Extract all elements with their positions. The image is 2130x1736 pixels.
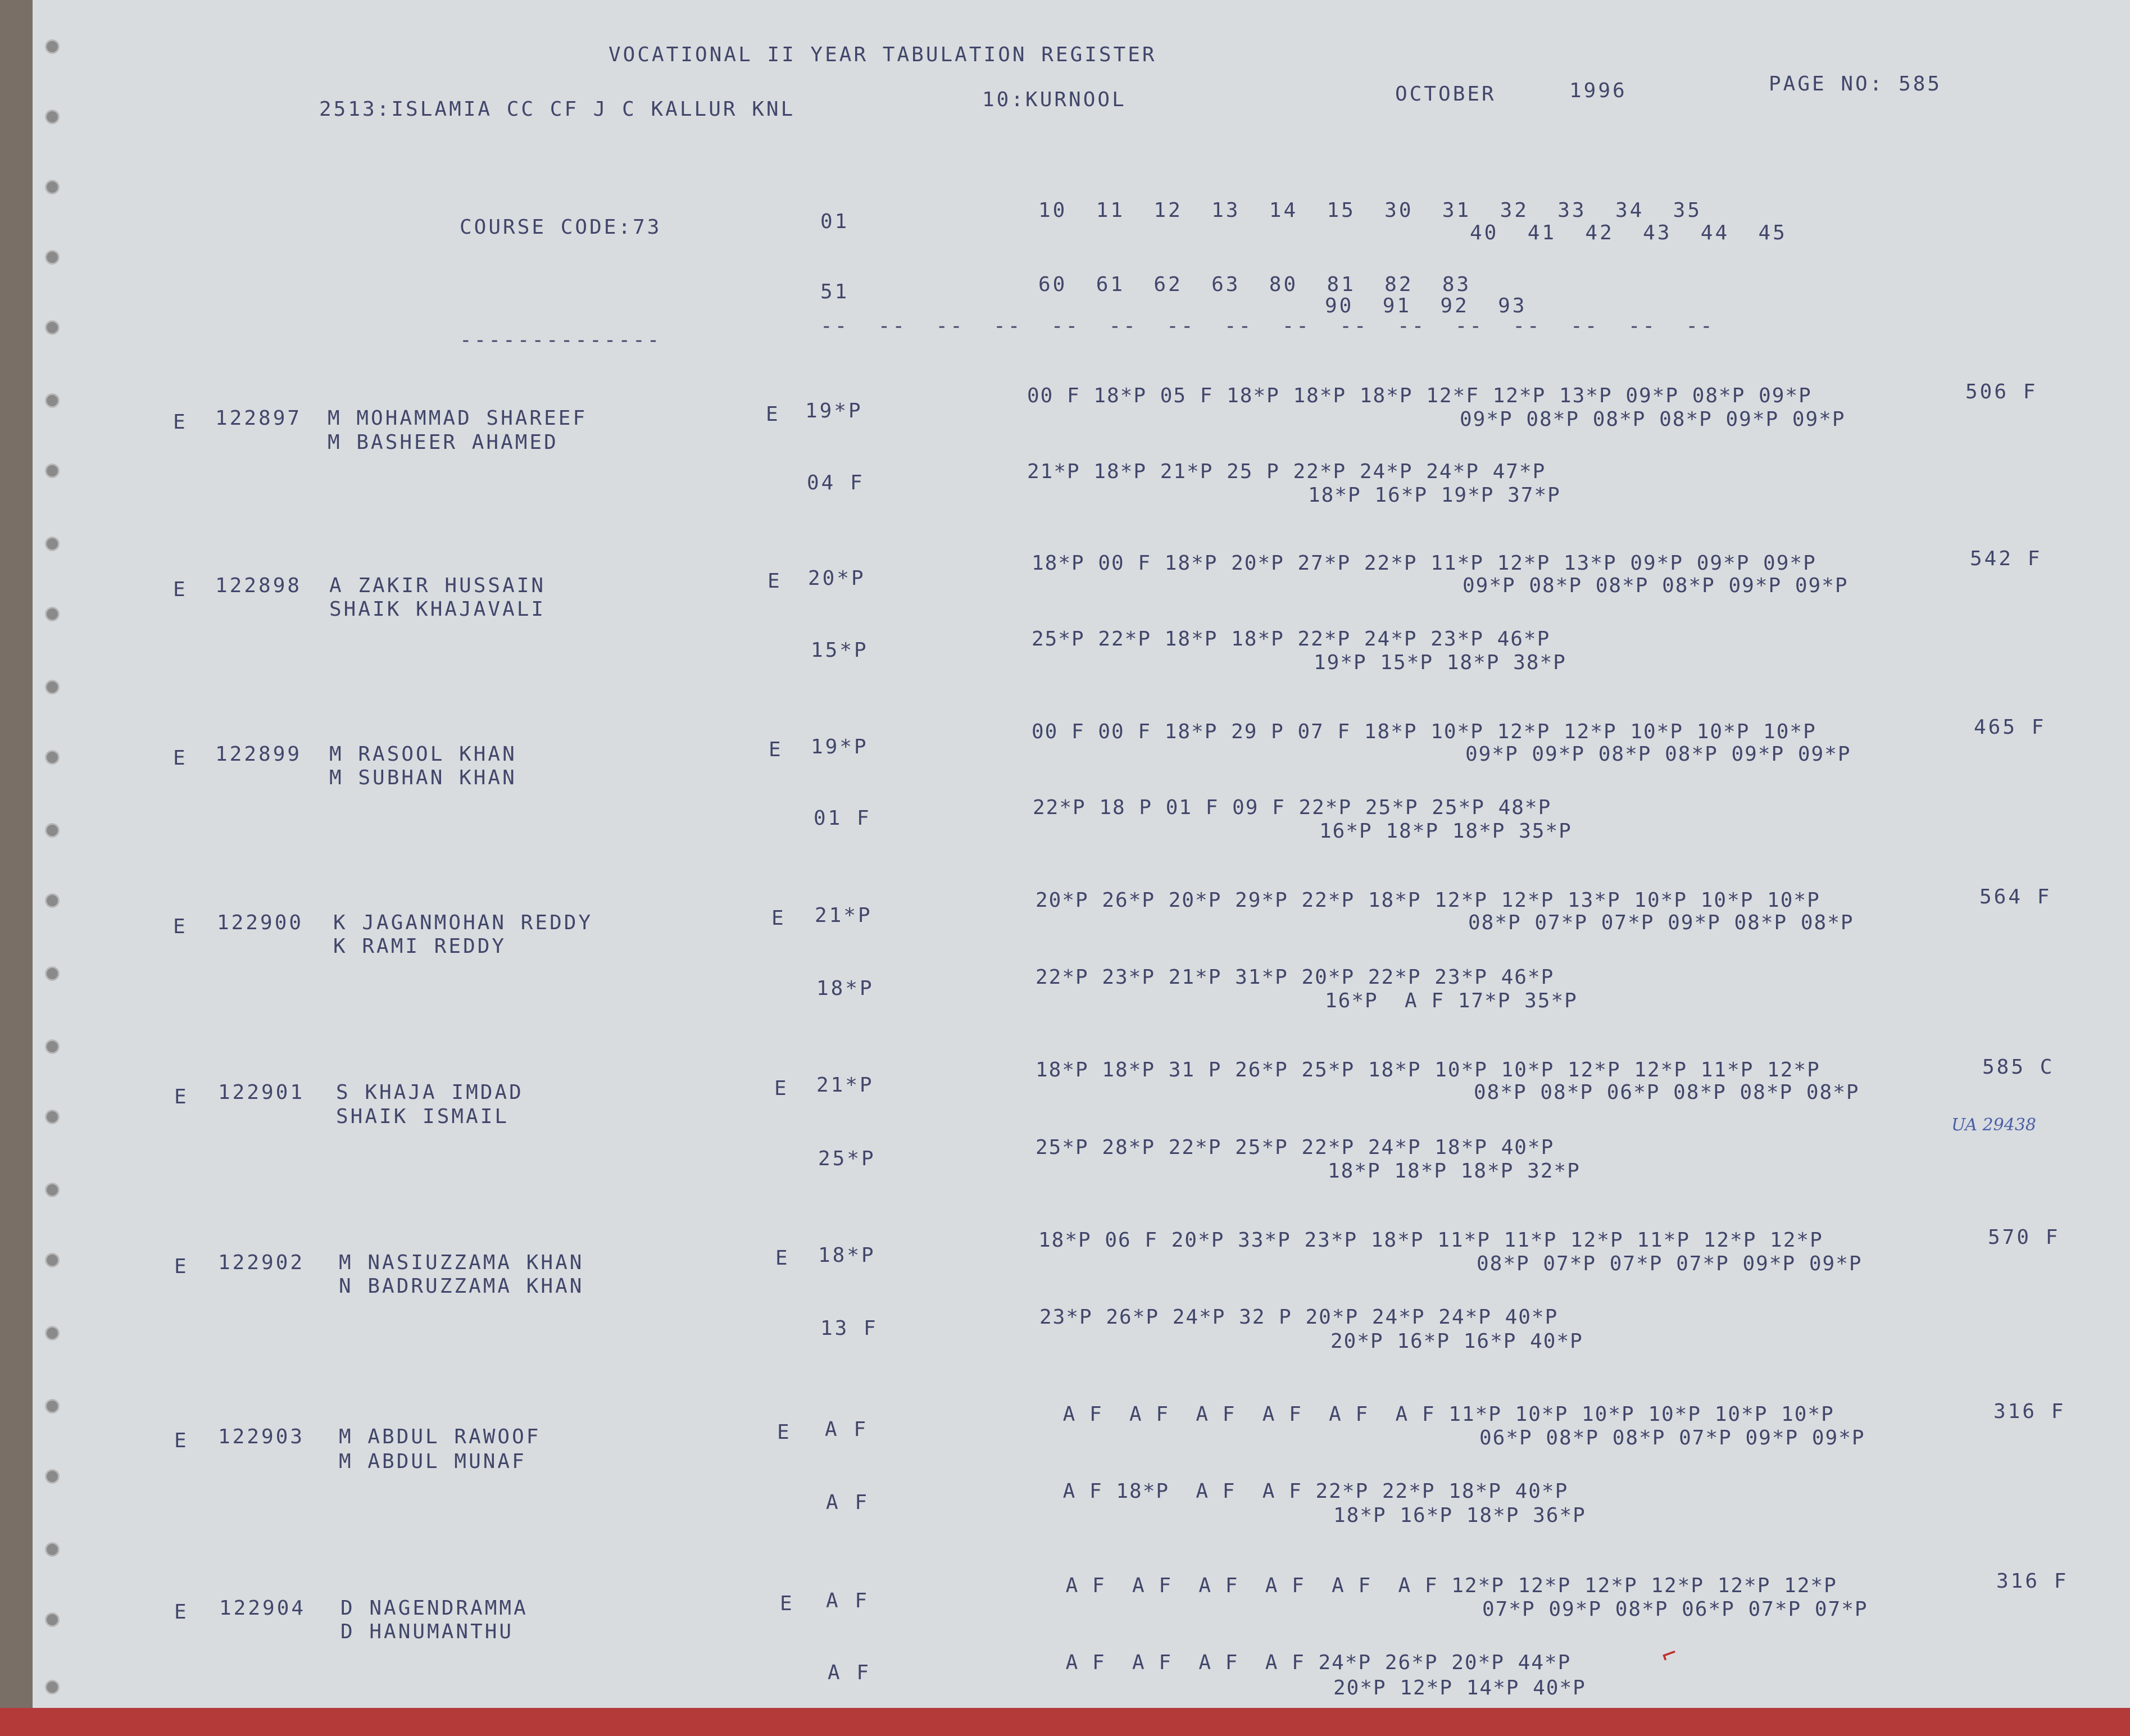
reg-number: 122903 xyxy=(218,1425,305,1448)
part2-mark: 25*P xyxy=(818,1147,876,1170)
course-code: COURSE CODE:73 xyxy=(460,216,662,239)
student-name: M RASOOL KHAN xyxy=(329,743,517,766)
binder-hole-icon xyxy=(45,1612,60,1627)
binder-hole-icon xyxy=(45,1469,60,1484)
exam-year: 1996 xyxy=(1569,79,1627,102)
marks-row2: 22*P 23*P 21*P 31*P 20*P 22*P 23*P 46*P xyxy=(1036,966,1555,989)
binder-hole-icon xyxy=(45,39,60,54)
part2-mark: 04 F xyxy=(807,471,865,494)
marks-row2b: 20*P 12*P 14*P 40*P xyxy=(1333,1676,1586,1699)
college-name: 2513:ISLAMIA CC CF J C KALLUR KNL xyxy=(319,98,796,121)
record-flag: E xyxy=(174,1085,189,1108)
part2-mark: 13 F xyxy=(820,1317,878,1340)
marks-row1b: 08*P 07*P 07*P 07*P 09*P 09*P xyxy=(1477,1252,1863,1275)
handwritten-note: UA 29438 xyxy=(1951,1115,2036,1135)
record-flag: E xyxy=(173,578,188,601)
course-row1-left: 01 xyxy=(820,210,850,233)
medium: E xyxy=(769,738,783,761)
part1-mark: 18*P xyxy=(818,1244,876,1267)
binder-hole-icon xyxy=(45,680,60,694)
marks-row1: 00 F 18*P 05 F 18*P 18*P 18*P 12*F 12*P 13*P 09*P 08*P 09*P xyxy=(1027,384,1812,407)
student-name: A ZAKIR HUSSAIN xyxy=(329,574,546,597)
father-name: D HANUMANTHU xyxy=(340,1620,514,1643)
check-mark-icon: ⌐ xyxy=(1657,1639,1682,1671)
reg-number: 122902 xyxy=(218,1251,305,1274)
marks-row1: 18*P 18*P 31 P 26*P 25*P 18*P 10*P 10*P 12*P 12*P 11*P 12*P xyxy=(1036,1058,1820,1081)
medium: E xyxy=(766,403,780,426)
reg-number: 122900 xyxy=(217,911,304,934)
course-row1-codes: 10 11 12 13 14 15 30 31 32 33 34 35 xyxy=(1038,199,1702,222)
binder-hole-icon xyxy=(45,393,60,408)
binder-hole-icon xyxy=(45,1680,60,1694)
total-result: 542 F xyxy=(1970,547,2042,570)
course-row1-codes-b: 40 41 42 43 44 45 xyxy=(1470,221,1787,244)
medium: E xyxy=(774,1077,789,1100)
binder-hole-icon xyxy=(45,1399,60,1414)
part1-mark: 20*P xyxy=(808,567,866,590)
marks-row1b: 08*P 07*P 07*P 09*P 08*P 08*P xyxy=(1468,911,1854,934)
marks-row1b: 08*P 08*P 06*P 08*P 08*P 08*P xyxy=(1474,1081,1860,1104)
father-name: SHAIK ISMAIL xyxy=(336,1105,510,1128)
course-row2-left: 51 xyxy=(820,280,850,303)
binder-hole-icon xyxy=(45,823,60,838)
part2-mark: 01 F xyxy=(814,807,871,830)
medium: E xyxy=(771,907,786,930)
marks-row2b: 16*P 18*P 18*P 35*P xyxy=(1319,820,1572,843)
binder-hole-icon xyxy=(45,110,60,124)
marks-row1b: 09*P 08*P 08*P 08*P 09*P 09*P xyxy=(1463,574,1849,597)
marks-row1b: 09*P 08*P 08*P 08*P 09*P 09*P xyxy=(1460,408,1846,431)
part1-mark: 21*P xyxy=(815,904,873,927)
marks-row2: 22*P 18 P 01 F 09 F 22*P 25*P 25*P 48*P xyxy=(1033,796,1552,819)
total-result: 316 F xyxy=(1996,1570,2069,1593)
total-result: 465 F xyxy=(1974,716,2046,739)
medium: E xyxy=(767,570,782,593)
marks-row1: A F A F A F A F A F A F 11*P 10*P 10*P 10*P 10*P 10*P xyxy=(1050,1403,1834,1426)
student-name: S KHAJA IMDAD xyxy=(336,1081,524,1104)
part2-mark: A F xyxy=(828,1661,871,1684)
student-name: M ABDUL RAWOOF xyxy=(339,1425,541,1448)
part1-mark: A F xyxy=(825,1418,869,1441)
binder-hole-icon xyxy=(45,750,60,765)
course-dash-row: -- -- -- -- -- -- -- -- -- -- -- -- -- -- -- -- xyxy=(820,315,1715,338)
record-flag: E xyxy=(174,1601,189,1624)
binder-hole-icon xyxy=(45,250,60,265)
binder-hole-icon xyxy=(45,966,60,981)
father-name: SHAIK KHAJAVALI xyxy=(329,598,546,621)
marks-row2b: 19*P 15*P 18*P 38*P xyxy=(1314,651,1566,674)
course-row2-codes-b: 90 91 92 93 xyxy=(1325,294,1527,317)
marks-row2: 21*P 18*P 21*P 25 P 22*P 24*P 24*P 47*P xyxy=(1027,460,1546,483)
student-name: D NAGENDRAMMA xyxy=(340,1597,528,1620)
marks-row2: A F A F A F A F 24*P 26*P 20*P 44*P xyxy=(1052,1651,1572,1674)
marks-row2: A F 18*P A F A F 22*P 22*P 18*P 40*P xyxy=(1050,1480,1569,1503)
student-name: M NASIUZZAMA KHAN xyxy=(339,1251,584,1274)
part2-mark: A F xyxy=(826,1491,870,1514)
table-edge xyxy=(0,1708,2130,1736)
marks-row2b: 18*P 18*P 18*P 32*P xyxy=(1328,1160,1581,1183)
marks-row1b: 09*P 09*P 08*P 08*P 09*P 09*P xyxy=(1465,743,1851,766)
medium: E xyxy=(775,1247,790,1270)
reg-number: 122897 xyxy=(215,407,302,430)
father-name: M ABDUL MUNAF xyxy=(339,1450,526,1473)
binder-hole-icon xyxy=(45,1183,60,1197)
total-result: 585 C xyxy=(1982,1056,2055,1079)
total-result: 570 F xyxy=(1988,1226,2060,1249)
marks-row1: 20*P 26*P 20*P 29*P 22*P 18*P 12*P 12*P 13*P 10*P 10*P 10*P xyxy=(1036,889,1820,912)
father-name: M BASHEER AHAMED xyxy=(328,431,558,454)
marks-row1: 00 F 00 F 18*P 29 P 07 F 18*P 10*P 12*P 12*P 10*P 10*P 10*P xyxy=(1032,720,1816,743)
exam-month: OCTOBER xyxy=(1395,83,1496,106)
student-name: M MOHAMMAD SHAREEF xyxy=(328,407,588,430)
student-name: K JAGANMOHAN REDDY xyxy=(333,911,593,934)
total-result: 506 F xyxy=(1965,380,2038,403)
record-flag: E xyxy=(174,1429,189,1452)
marks-row2b: 18*P 16*P 18*P 36*P xyxy=(1333,1504,1586,1527)
marks-row2b: 18*P 16*P 19*P 37*P xyxy=(1308,484,1561,507)
binder-hole-icon xyxy=(45,320,60,335)
binder-hole-icon xyxy=(45,537,60,551)
reg-number: 122904 xyxy=(219,1597,306,1620)
binder-strip xyxy=(0,0,33,1736)
reg-number: 122901 xyxy=(218,1081,305,1104)
father-name: M SUBHAN KHAN xyxy=(329,766,517,789)
part2-mark: 15*P xyxy=(811,639,869,662)
marks-row1b: 07*P 09*P 08*P 06*P 07*P 07*P xyxy=(1482,1598,1868,1621)
marks-row2: 23*P 26*P 24*P 32 P 20*P 24*P 24*P 40*P xyxy=(1039,1306,1559,1329)
medium: E xyxy=(777,1421,792,1444)
binder-hole-icon xyxy=(45,1253,60,1267)
record-flag: E xyxy=(173,915,188,938)
page-number: PAGE NO: 585 xyxy=(1769,72,1942,96)
total-result: 316 F xyxy=(1993,1400,2066,1423)
marks-row1: A F A F A F A F A F A F 12*P 12*P 12*P 12*P 12*P 12*P xyxy=(1052,1574,1837,1597)
register-sheet xyxy=(33,0,2130,1708)
part1-mark: 19*P xyxy=(811,735,869,758)
register-title: VOCATIONAL II YEAR TABULATION REGISTER xyxy=(608,43,1157,66)
district-name: 10:KURNOOL xyxy=(982,88,1127,111)
course-underline: -------------- xyxy=(460,329,662,352)
binder-hole-icon xyxy=(45,180,60,194)
binder-hole-icon xyxy=(45,1326,60,1340)
record-flag: E xyxy=(173,747,188,770)
course-row2-codes: 60 61 62 63 80 81 82 83 xyxy=(1038,273,1472,296)
binder-hole-icon xyxy=(45,1110,60,1124)
father-name: N BADRUZZAMA KHAN xyxy=(339,1275,584,1298)
binder-hole-icon xyxy=(45,1039,60,1054)
marks-row2: 25*P 22*P 18*P 18*P 22*P 24*P 23*P 46*P xyxy=(1032,628,1551,651)
binder-hole-icon xyxy=(45,607,60,621)
part2-mark: 18*P xyxy=(816,977,874,1000)
marks-row1b: 06*P 08*P 08*P 07*P 09*P 09*P xyxy=(1479,1426,1865,1449)
part1-mark: A F xyxy=(826,1589,870,1612)
total-result: 564 F xyxy=(1979,885,2052,908)
record-flag: E xyxy=(173,411,188,434)
father-name: K RAMI REDDY xyxy=(333,935,507,958)
marks-row1: 18*P 06 F 20*P 33*P 23*P 18*P 11*P 11*P 12*P 11*P 12*P 12*P xyxy=(1038,1229,1823,1252)
marks-row2b: 20*P 16*P 16*P 40*P xyxy=(1330,1330,1583,1353)
binder-hole-icon xyxy=(45,463,60,478)
part1-mark: 19*P xyxy=(805,399,863,422)
record-flag: E xyxy=(174,1255,189,1278)
binder-hole-icon xyxy=(45,1542,60,1557)
marks-row2b: 16*P A F 17*P 35*P xyxy=(1325,989,1578,1012)
binder-hole-icon xyxy=(45,893,60,908)
reg-number: 122899 xyxy=(215,743,302,766)
marks-row1: 18*P 00 F 18*P 20*P 27*P 22*P 11*P 12*P 13*P 09*P 09*P 09*P xyxy=(1032,552,1816,575)
part1-mark: 21*P xyxy=(816,1074,874,1097)
marks-row2: 25*P 28*P 22*P 25*P 22*P 24*P 18*P 40*P xyxy=(1036,1136,1555,1159)
medium: E xyxy=(780,1592,794,1615)
reg-number: 122898 xyxy=(215,574,302,597)
